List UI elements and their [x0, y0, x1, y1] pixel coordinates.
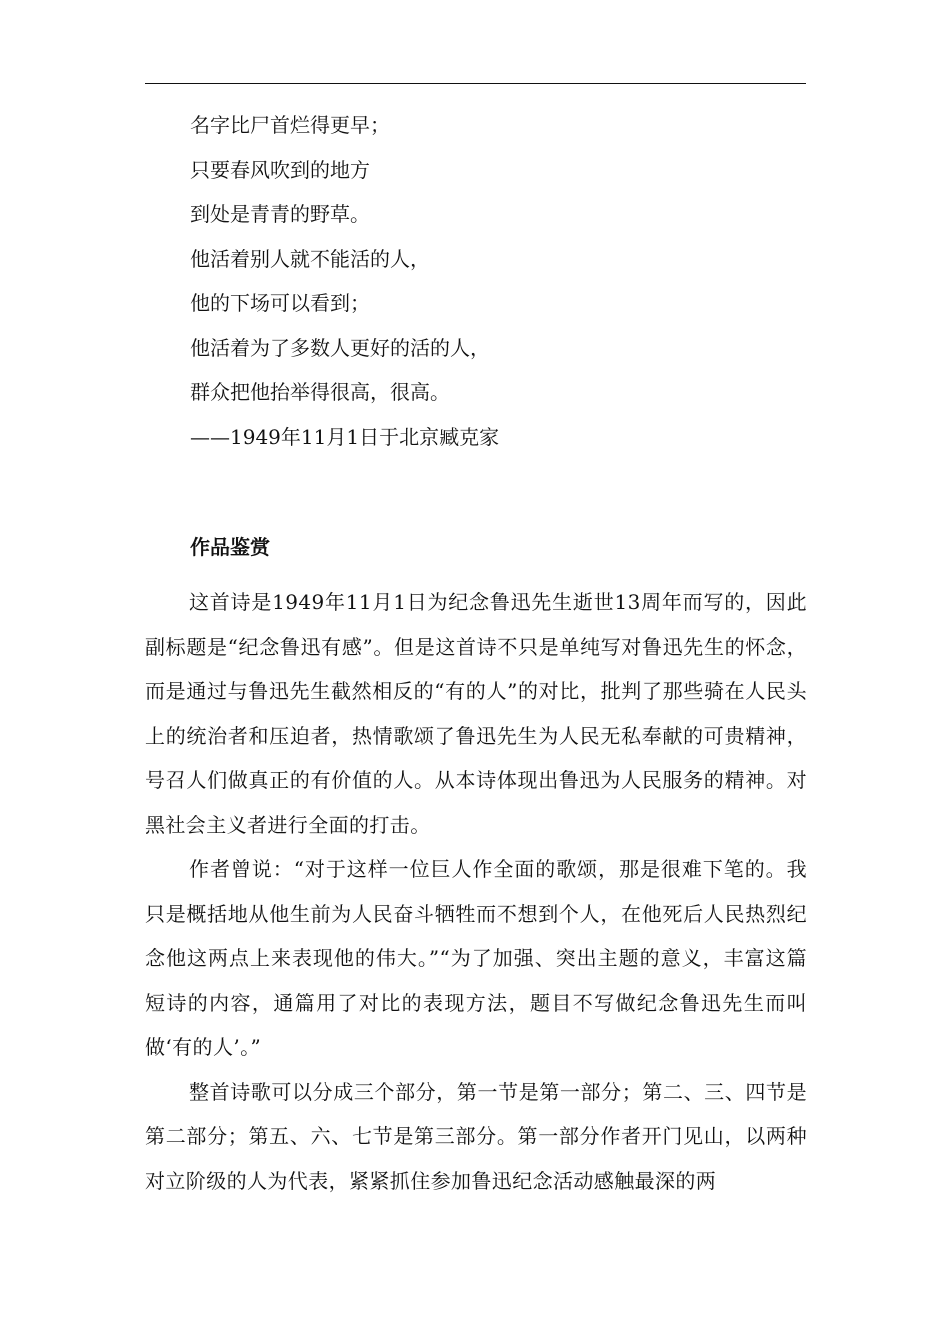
poem-line: 到处是青青的野草。 — [190, 202, 370, 226]
poem-line: 只要春风吹到的地方 — [190, 157, 370, 182]
poem-line: 群众把他抬举得很高，很高。 — [190, 380, 450, 404]
poem-line: 他的下场可以看到； — [190, 291, 370, 315]
appreciation-body — [145, 580, 807, 1203]
paragraph: 整首诗歌可以分成三个部分，第一节是第一部分；第二、三、四节是第二部分；第五、六、七节是第三部分。第一部分作者开门见山，以两种对立阶级的人为代表，紧紧抓住参加鲁迅纪念活动感触最深的两 — [145, 1079, 807, 1193]
poem-signature: ——1949年11月1日于北京臧克家 — [190, 424, 500, 449]
poem-line: 他活着为了多数人更好的活的人， — [190, 335, 490, 360]
poem-line: 他活着别人就不能活的人， — [190, 246, 430, 271]
header-rule — [145, 83, 806, 84]
paragraph: 这首诗是1949年11月1日为纪念鲁迅先生逝世13周年而写的，因此副标题是“纪念鲁迅有感”。但是这首诗不只是单纯写对鲁迅先生的怀念，而是通过与鲁迅先生截然相反的“有的人”的对比，批判了那些骑在人民头上的统治者和压迫者，热情歌颂了鲁迅先生为人民无私奉献的可贵精神，号召人们做真正的有价值的人。从本诗体现出鲁迅为人民服务的精神。对黑社会主义者进行全面的打击。 — [145, 590, 807, 837]
section-heading: 作品鉴赏 — [190, 535, 270, 559]
poem-line: 名字比尸首烂得更早； — [190, 113, 390, 137]
paragraph: 作者曾说：“对于这样一位巨人作全面的歌颂，那是很难下笔的。我只是概括地从他生前为人民奋斗牺牲而不想到个人，在他死后人民热烈纪念他这两点上来表现他的伟大。”“为了加强、突出主题的意义，丰富这篇短诗的内容，通篇用了对比的表现方法，题目不写做纪念鲁迅先生而叫做‘有的人’。” — [145, 857, 807, 1059]
poem-block — [190, 115, 790, 471]
